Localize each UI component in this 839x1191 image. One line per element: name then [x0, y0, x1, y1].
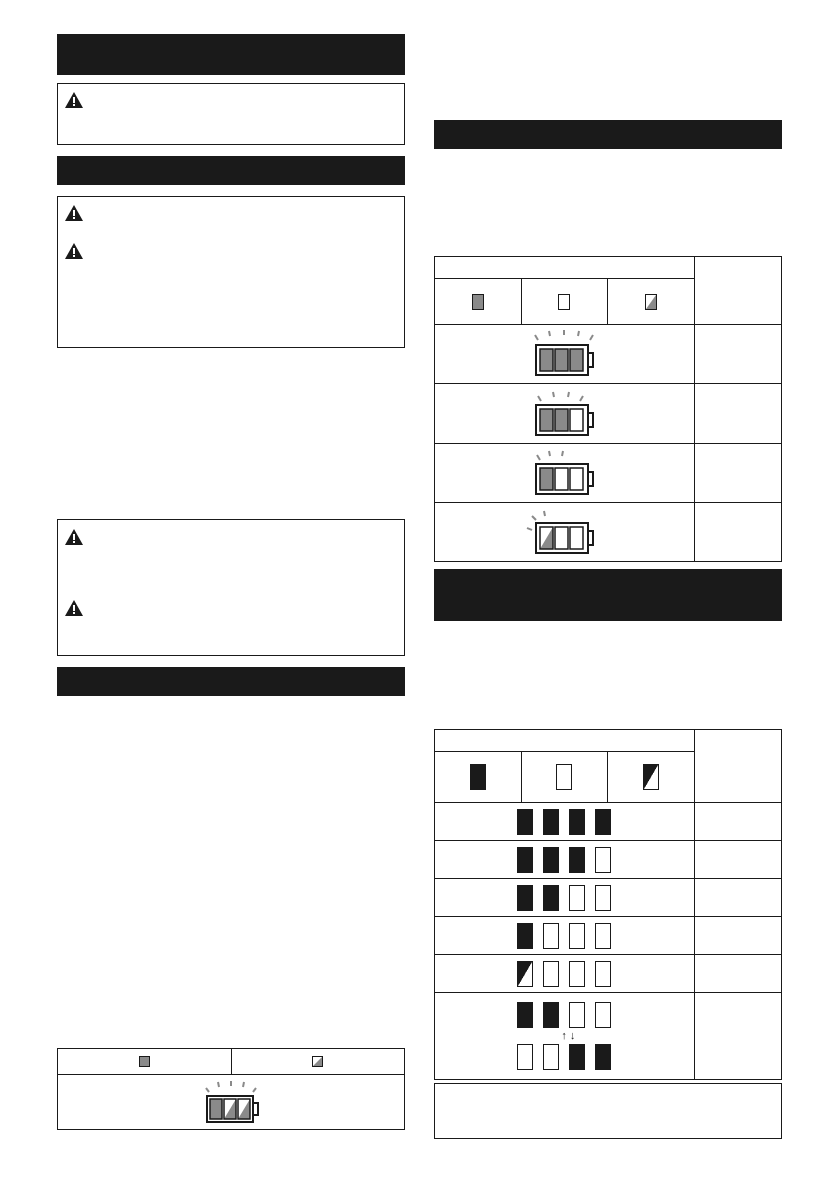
note-box: [434, 1083, 782, 1139]
off-lamp-icon: [558, 294, 570, 310]
warning-box: [57, 519, 405, 656]
section-header-bar: [57, 667, 405, 696]
lamp-row-3: [435, 841, 694, 878]
section-header-bar: [57, 156, 405, 185]
battery-two-thirds-icon: [524, 388, 604, 440]
lamp-row-4: [435, 803, 694, 840]
battery-one-third-icon: [524, 447, 604, 499]
battery-full-icon: [524, 328, 604, 380]
section-header-bar: [57, 34, 405, 75]
lamp-row-2: [435, 879, 694, 916]
warning-box: [57, 196, 405, 348]
blinking-lamp-icon: [643, 764, 659, 790]
lit-lamp-icon: [472, 294, 484, 310]
warning-triangle-icon: [65, 205, 83, 221]
lamp-row-1: [435, 917, 694, 954]
warning-triangle-icon: [65, 92, 83, 108]
warning-triangle-icon: [65, 600, 83, 616]
section-header-bar: [434, 120, 782, 149]
blinking-lamp-icon: [312, 1056, 323, 1067]
lamp-row-blink: [435, 955, 694, 992]
section-header-bar: [434, 569, 782, 621]
lit-lamp-icon: [139, 1056, 150, 1067]
warning-triangle-icon: [65, 243, 83, 259]
alternate-arrows-icon: ↑ ↓: [561, 1030, 576, 1042]
warning-triangle-icon: [65, 529, 83, 545]
battery-blink-icon: [196, 1077, 266, 1127]
off-lamp-icon: [556, 764, 572, 790]
lamp-alternating: [435, 993, 694, 1079]
indicator-lamp-table: [434, 729, 782, 1080]
battery-low-blink-icon: [524, 506, 604, 558]
legend-table: [57, 1048, 405, 1130]
lit-lamp-icon: [470, 764, 486, 790]
blinking-lamp-icon: [645, 294, 657, 310]
warning-box: [57, 83, 405, 145]
battery-capacity-table: [434, 256, 782, 562]
